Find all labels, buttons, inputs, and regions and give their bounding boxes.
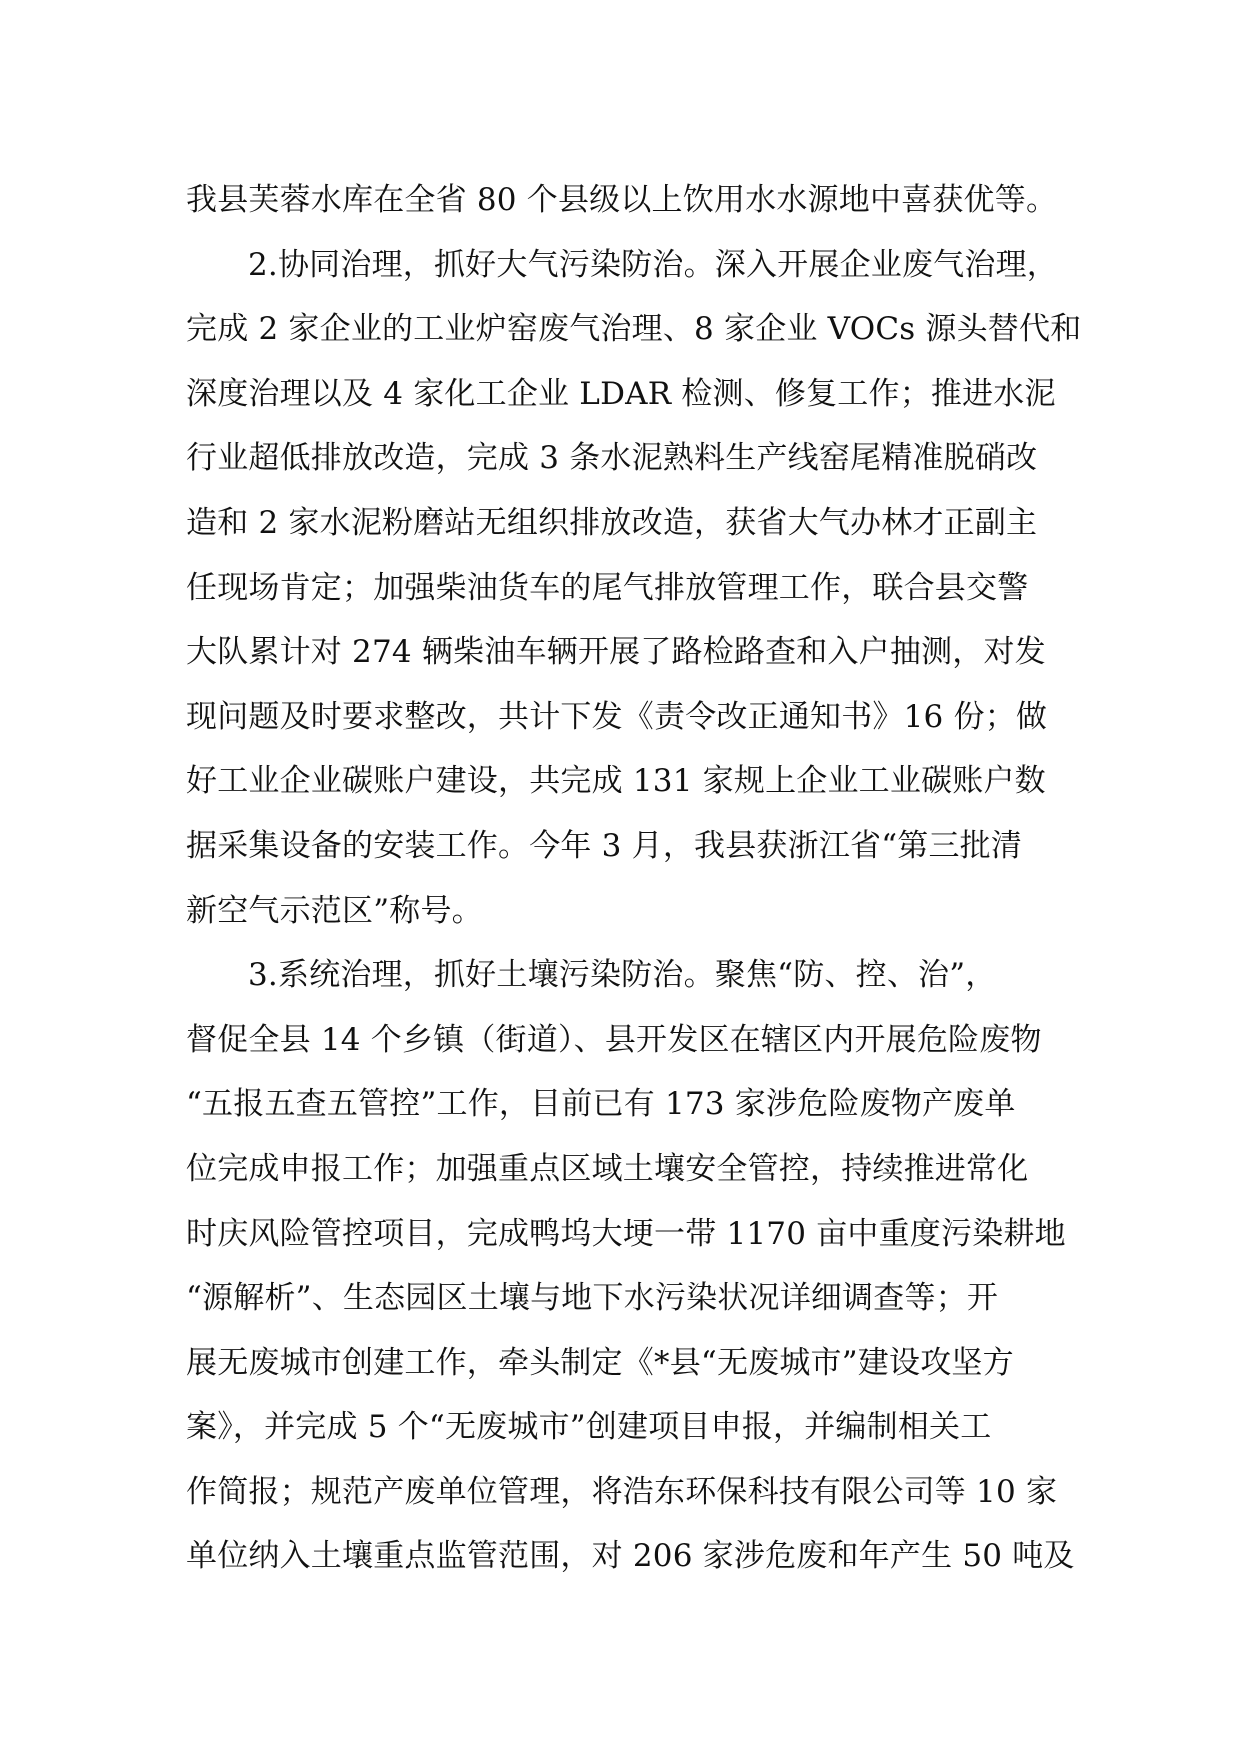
text-line: 深度治理以及 4 家化工企业 LDAR 检测、修复工作；推进水泥 — [186, 375, 1056, 412]
text-line: 案》，并完成 5 个“无废城市”创建项目申报，并编制相关工 — [186, 1409, 992, 1446]
text-line: 据采集设备的安装工作。今年 3 月，我县获浙江省“第三批清 — [186, 827, 1023, 864]
text-line: 单位纳入土壤重点监管范围，对 206 家涉危废和年产生 50 吨及 — [186, 1538, 1075, 1575]
text-line: 造和 2 家水泥粉磨站无组织排放改造，获省大气办林才正副主 — [186, 504, 1038, 541]
text-line: 时庆风险管控项目，完成鸭坞大埂一带 1170 亩中重度污染耕地 — [186, 1215, 1066, 1252]
text-line: 完成 2 家企业的工业炉窑废气治理、8 家企业 VOCs 源头替代和 — [186, 311, 1082, 348]
text-line: 任现场肯定；加强柴油货车的尾气排放管理工作，联合县交警 — [186, 569, 1029, 606]
text-line: 新空气示范区”称号。 — [186, 892, 483, 929]
text-line: 位完成申报工作；加强重点区域土壤安全管控，持续推进常化 — [186, 1150, 1029, 1187]
text-line: 大队累计对 274 辆柴油车辆开展了路检路查和入户抽测，对发 — [186, 634, 1046, 671]
text-line: 现问题及时要求整改，共计下发《责令改正通知书》16 份；做 — [186, 698, 1048, 735]
text-line: 督促全县 14 个乡镇（街道）、县开发区在辖区内开展危险废物 — [186, 1021, 1042, 1058]
text-line: 作简报；规范产废单位管理，将浩东环保科技有限公司等 10 家 — [186, 1473, 1058, 1510]
text-line: “五报五查五管控”工作，目前已有 173 家涉危险废物产废单 — [186, 1086, 1016, 1123]
document-body — [186, 168, 1082, 1589]
text-line: 我县芙蓉水库在全省 80 个县级以上饮用水水源地中喜获优等。 — [186, 182, 1058, 218]
text-line: 展无废城市创建工作，牵头制定《*县“无废城市”建设攻坚方 — [186, 1344, 1014, 1381]
text-line: 行业超低排放改造，完成 3 条水泥熟料生产线窑尾精准脱硝改 — [186, 440, 1038, 477]
paragraph-start-line: 3.系统治理，抓好土壤污染防治。聚焦“防、控、治”， — [248, 957, 997, 994]
paragraph-start-line: 2.协同治理，抓好大气污染防治。深入开展企业废气治理， — [248, 246, 1058, 283]
text-line: “源解析”、生态园区土壤与地下水污染状况详细调查等；开 — [186, 1280, 999, 1317]
text-line: 好工业企业碳账户建设，共完成 131 家规上企业工业碳账户数 — [186, 763, 1046, 800]
